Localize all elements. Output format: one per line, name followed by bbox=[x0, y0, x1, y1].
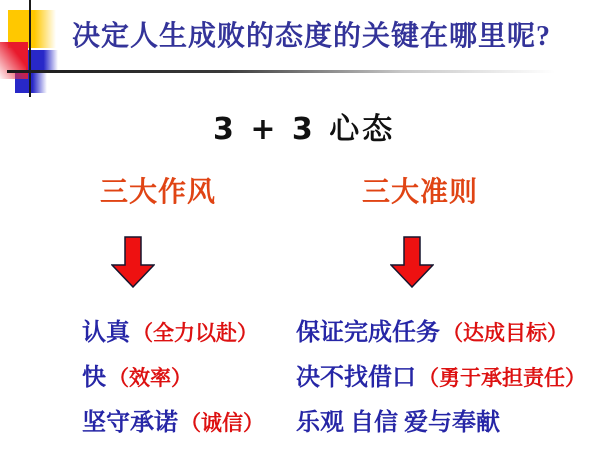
left-column-header: 三大作风 bbox=[100, 177, 217, 208]
subtitle: 3 + 3 心态 bbox=[213, 112, 396, 147]
item-note-text: （勇于承担责任） bbox=[418, 366, 586, 390]
right-column-header: 三大准则 bbox=[362, 177, 479, 208]
list-item bbox=[82, 312, 258, 347]
item-note-text: （效率） bbox=[108, 366, 192, 390]
decoration-horizontal-rule bbox=[7, 70, 555, 73]
down-arrow-icon bbox=[390, 236, 434, 288]
item-main-text: 保证完成任务 bbox=[296, 320, 440, 346]
list-item bbox=[82, 402, 264, 437]
down-arrow-icon bbox=[111, 236, 155, 288]
decoration-red-square bbox=[0, 42, 28, 79]
item-note-text: （达成目标） bbox=[442, 321, 568, 345]
list-item bbox=[82, 357, 192, 392]
page-title: 决定人生成败的态度的关键在哪里呢? bbox=[72, 21, 552, 52]
list-item bbox=[296, 312, 568, 347]
list-item bbox=[296, 357, 586, 392]
item-note-text: （诚信） bbox=[180, 411, 264, 435]
item-main-text: 认真 bbox=[82, 320, 130, 346]
item-main-text: 坚守承诺 bbox=[82, 410, 178, 436]
item-main-text: 决不找借口 bbox=[296, 365, 416, 391]
item-note-text: （全力以赴） bbox=[132, 321, 258, 345]
decoration-vertical-line bbox=[29, 0, 31, 97]
list-item bbox=[296, 402, 502, 437]
item-main-text: 快 bbox=[82, 365, 106, 391]
item-main-text: 乐观 自信 爱与奉献 bbox=[296, 410, 500, 436]
